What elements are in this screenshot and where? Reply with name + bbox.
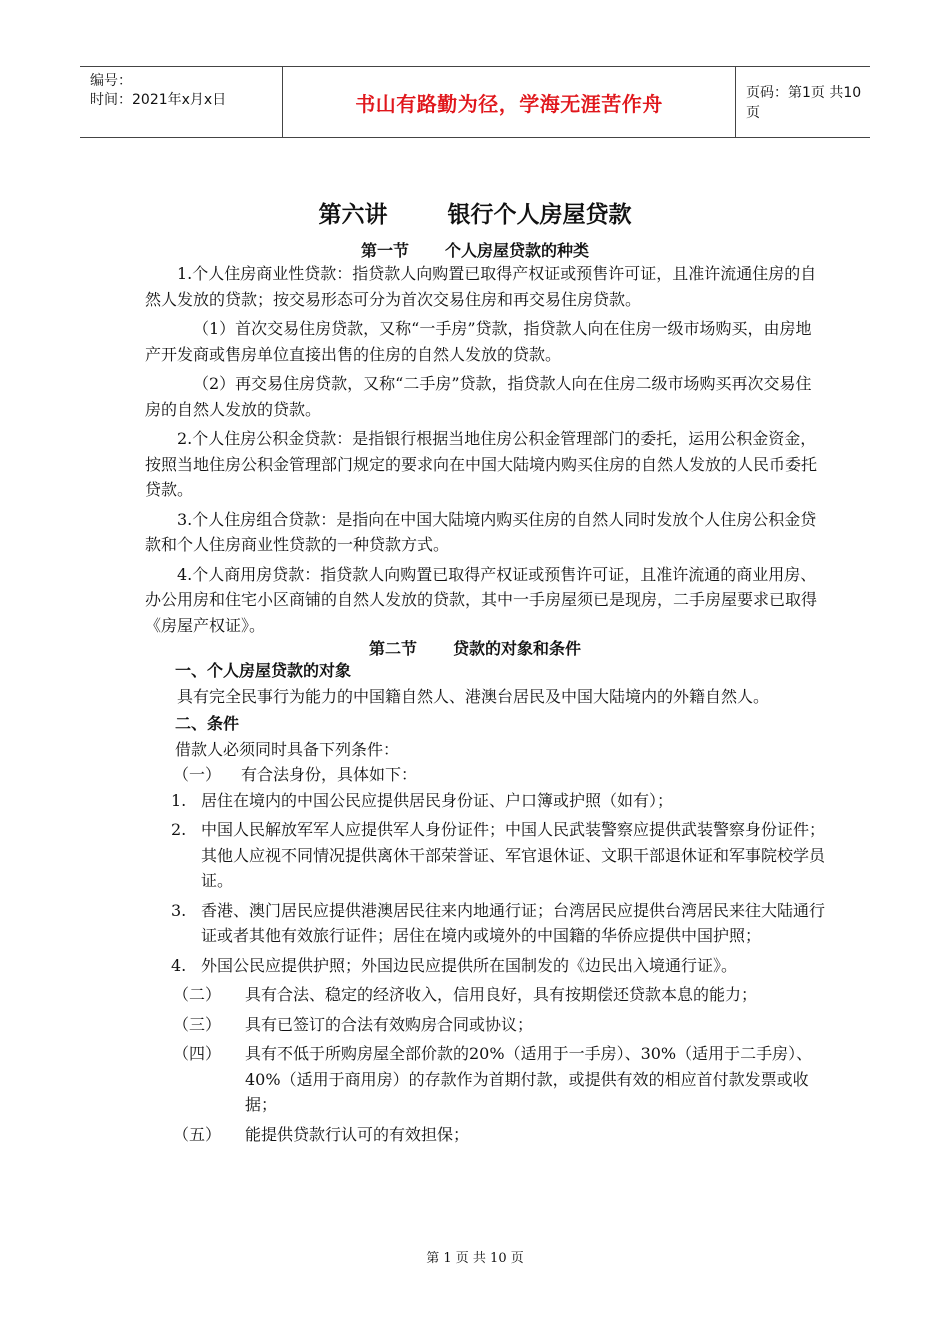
paragraph: 1.个人住房商业性贷款：指贷款人向购置已取得产权证或预售许可证，且准许流通住房的自然人发放的贷款；按交易形态可分为首次交易住房和再交易住房贷款。 [145,264,817,309]
section-2-num: 第二节 [368,639,417,658]
list-item [171,788,825,814]
condition-num: （五） [173,1124,222,1144]
subheading-conditions: 二、条件 [175,714,240,733]
list-item-text: 中国人民解放军军人应提供军人身份证件；中国人民武装警察应提供武装警察身份证件；其他人应视不同情况提供离休干部荣誉证、军官退休证、文职干部退休证和军事院校学员证。 [201,820,826,890]
paragraph: （2）再交易住房贷款，又称“二手房”贷款，指贷款人向在住房二级市场购买再次交易住房的自然人发放的贷款。 [145,374,812,419]
condition-item [145,762,825,788]
header-page-info: 页码：第1页 共10页 [746,85,862,121]
section-2-heading [0,636,950,659]
condition-num: （四） [173,1044,222,1063]
condition-text: 具有不低于所购房屋全部价款的20%（适用于一手房）、30%（适用于二手房）、40%（适用于商用房）的存款作为首期付款，或提供有效的相应首付款发票或收据； [245,1044,813,1114]
list-item-num: 3. [171,900,187,920]
condition-num: （三） [173,1014,222,1034]
section-2-name: 贷款的对象和条件 [453,639,582,658]
section-2-body [145,658,825,1147]
list-item-text: 居住在境内的中国公民应提供居民身份证、户口簿或护照（如有）； [201,790,674,810]
condition-item [173,1041,825,1118]
section-1-name: 个人房屋贷款的种类 [445,241,590,260]
lecture-title [0,196,950,229]
paragraph: 具有完全民事行为能力的中国籍自然人、港澳台居民及中国大陆境内的外籍自然人。 [177,686,770,706]
condition-text: 具有已签订的合法有效购房合同或协议； [245,1014,534,1034]
paragraph: 2.个人住房公积金贷款：是指银行根据当地住房公积金管理部门的委托，运用公积金资金，按照当地住房公积金管理部门规定的要求向在中国大陆境内购买住房的自然人发放的人民币委托贷款。 [145,429,818,499]
condition-num: （二） [173,985,222,1004]
header-meta [80,67,282,137]
subheading-object: 一、个人房屋贷款的对象 [175,661,352,680]
condition-text: 能提供贷款行认可的有效担保； [245,1124,470,1144]
list-item-num: 1. [171,790,187,810]
page-footer: 第 1 页 共 10 页 [426,1251,524,1266]
id-list [145,788,825,979]
paragraph: （1）首次交易住房贷款，又称“一手房”贷款，指贷款人向在住房一级市场购买，由房地产开发商或售房单位直接出售的住房的自然人发放的贷款。 [145,319,812,364]
paragraph: 3.个人住房组合贷款：是指向在中国大陆境内购买住房的自然人同时发放个人住房公积金贷款和个人住房商业性贷款的一种贷款方式。 [145,509,817,554]
number-label: 编号： [90,73,132,89]
condition-list [145,982,825,1147]
section-1-num: 第一节 [360,241,409,260]
title-part2: 银行个人房屋贷款 [447,202,632,228]
paragraph: 借款人必须同时具备下列条件： [175,739,400,759]
paragraph: 4.个人商用房贷款：指贷款人向购置已取得产权证或预售许可证，且准许流通的商业用房、办公用房和住宅小区商铺的自然人发放的贷款，其中一手房屋须已是现房，二手房屋要求已取得《房屋产权证》。 [145,564,818,635]
list-item [171,817,825,894]
list-item-num: 4. [171,955,187,975]
list-item-text: 香港、澳门居民应提供港澳居民往来内地通行证；台湾居民应提供台湾居民来往大陆通行证或者其他有效旅行证件；居住在境内或境外的中国籍的华侨应提供中国护照； [201,900,826,945]
condition-item [173,1122,825,1148]
section-1-body [145,261,825,638]
title-part1: 第六讲 [318,202,388,228]
condition-item [173,982,825,1008]
page-header [80,66,870,138]
condition-text: 具有合法、稳定的经济收入，信用良好，具有按期偿还贷款本息的能力； [245,985,758,1004]
section-1-heading [0,238,950,261]
date-label: 时间：2021年x月x日 [90,92,227,108]
list-item [171,898,825,949]
list-item-text: 外国公民应提供护照；外国边民应提供所在国制发的《边民出入境通行证》。 [201,955,738,975]
condition-num: （一） [173,765,222,784]
condition-text: 有合法身份，具体如下： [241,765,418,784]
list-item [171,953,825,979]
header-motto: 书山有路勤为径，学海无涯苦作舟 [282,67,736,137]
list-item-num: 2. [171,820,187,839]
condition-item [173,1012,825,1038]
